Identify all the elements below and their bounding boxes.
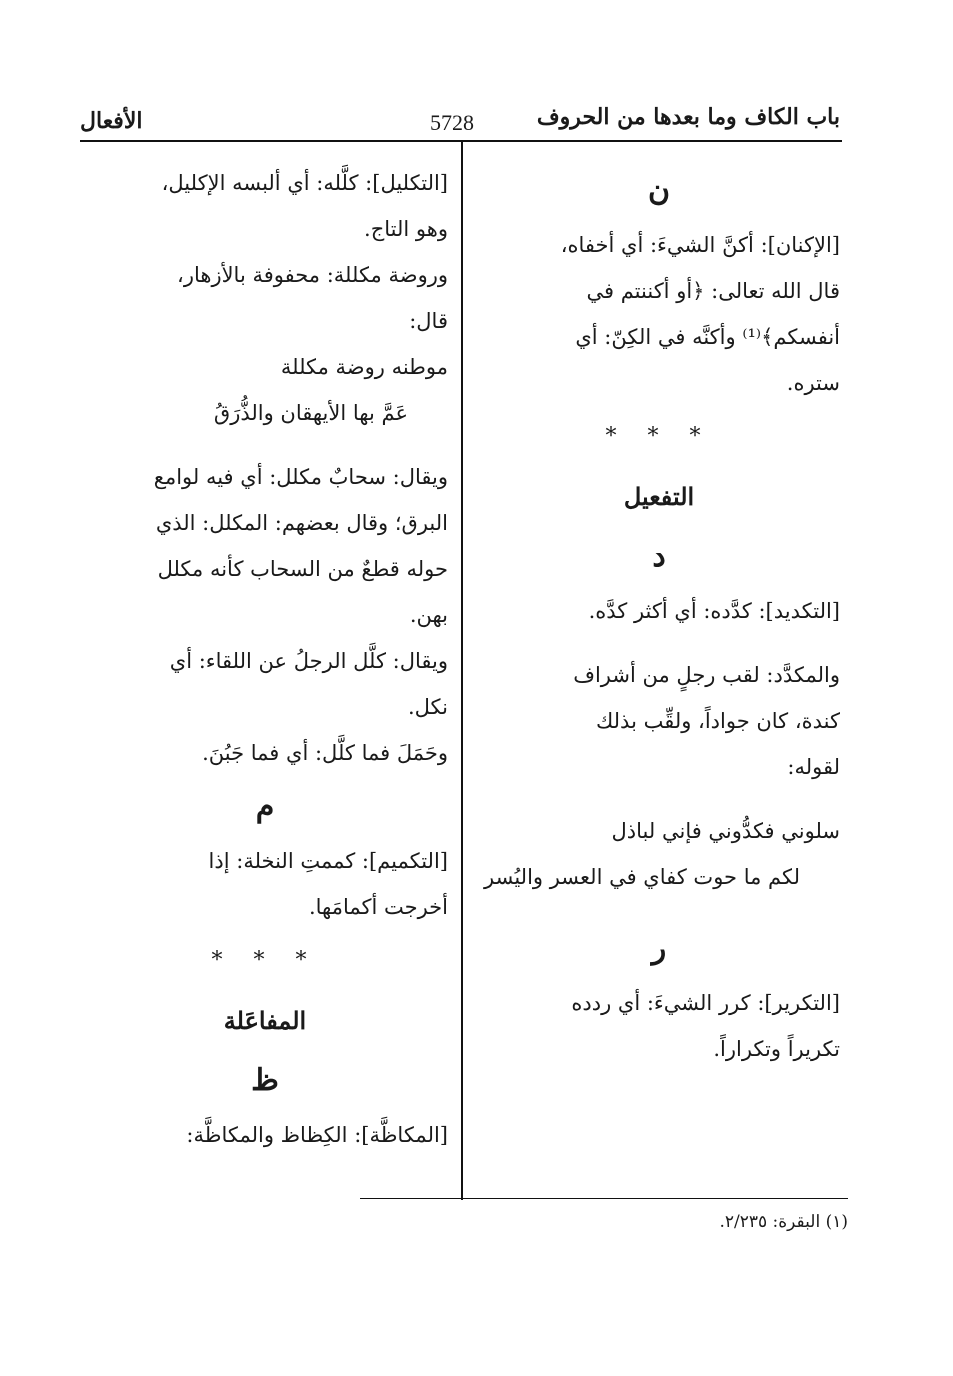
text-line: حوله قطعٌ من السحاب كأنه مكلل bbox=[157, 557, 448, 581]
text-line: وروضة مكللة: محفوفة بالأزهار، bbox=[177, 263, 448, 287]
page-header bbox=[80, 100, 840, 140]
verse-line: لكم ما حوت كفاي في العسر واليُسر bbox=[484, 865, 800, 889]
section-separator: * * * bbox=[211, 948, 319, 973]
text-line: [التكميم]: كممتِ النخلة: إذا bbox=[208, 849, 448, 873]
letter-heading-dal: د bbox=[652, 539, 666, 574]
footnote: (١) البقرة: ٢/٢٣٥. bbox=[719, 1212, 848, 1232]
letter-heading-za: ظ bbox=[251, 1063, 279, 1098]
entry-mukazza: [المكاظَّة]: الكِظاظ والمكاظَّة: bbox=[186, 1123, 448, 1147]
section-title: الأفعال bbox=[80, 108, 143, 134]
text-line: [التكليل]: كلَّله: أي ألبسه الإكليل، bbox=[161, 171, 448, 195]
entry-sahab bbox=[82, 454, 448, 638]
section-separator: * * * bbox=[605, 424, 713, 449]
text-line: أخرجت أكمامَها. bbox=[308, 895, 448, 919]
letter-heading-mim: م bbox=[255, 789, 275, 824]
left-column bbox=[82, 160, 448, 1158]
text-line: أنفسكم﴾⁽¹⁾ وأكنَّه في الكِنّ: أي bbox=[575, 325, 840, 349]
chapter-title: باب الكاف وما بعدها من الحروف bbox=[536, 104, 840, 130]
poem-verse bbox=[478, 808, 840, 900]
letter-heading-nun: ن bbox=[647, 173, 671, 208]
text-line: كندة، كان جواداً، ولقِّب بذلك bbox=[595, 709, 840, 733]
text-line: والمكدَّد: لقب رجلٍ من أشراف bbox=[573, 663, 840, 687]
entry-takmim bbox=[82, 838, 448, 930]
text-line: [التكرير]: كرر الشيءَ: أي ردده bbox=[571, 991, 840, 1015]
text-line: لقوله: bbox=[787, 755, 840, 779]
entry-taklil bbox=[82, 160, 448, 344]
entry-takdid: [التكديد]: كدَّده: أي أكثر كدَّه. bbox=[588, 599, 840, 623]
entry-hamal: وحَمَلَ فما كلَّل: أي فما جَبُنَ. bbox=[202, 741, 448, 765]
column-divider bbox=[461, 142, 463, 1200]
page-number: 5728 bbox=[430, 110, 474, 135]
text-line: بهن. bbox=[409, 603, 448, 627]
letter-heading-ra: ر bbox=[651, 931, 667, 966]
text-line: [الإكنان]: أكنَّ الشيءَ: أي أخفاه، bbox=[560, 233, 840, 257]
text-line: تكريراً وتكراراً. bbox=[713, 1037, 840, 1061]
poem-verse bbox=[82, 344, 448, 436]
verse-line: سلوني فكدُّوني فإني لباذل bbox=[611, 819, 840, 843]
text-line: قال: bbox=[409, 309, 448, 333]
section-heading-tafeel: التفعيل bbox=[623, 482, 695, 511]
text-line: نكل. bbox=[407, 695, 448, 719]
text-line: البرق؛ وقال بعضهم: المكلل: الذي bbox=[155, 511, 448, 535]
text-line: ستره. bbox=[786, 371, 840, 395]
text-line: ويقال: سحابٌ مكلل: أي فيه لوامع bbox=[153, 465, 448, 489]
entry-takrir bbox=[478, 980, 840, 1072]
entry-kallal bbox=[82, 638, 448, 730]
text-line: قال الله تعالى: ﴿أو أكننتم في bbox=[586, 279, 840, 303]
entry-iknan bbox=[478, 222, 840, 406]
verse-line: موطنه روضة مكللة bbox=[280, 355, 448, 379]
right-column bbox=[478, 160, 840, 1072]
text-line: وهو التاج. bbox=[364, 217, 448, 241]
section-heading-mufaala: المفاعَلة bbox=[223, 1006, 307, 1035]
text-line: ويقال: كلَّل الرجلُ عن اللقاء: أي bbox=[169, 649, 448, 673]
entry-mukaddad bbox=[478, 652, 840, 790]
verse-line: عَمَّ بها الأيهقان والذُّرَقُ bbox=[213, 401, 408, 425]
footnote-rule bbox=[360, 1198, 848, 1199]
